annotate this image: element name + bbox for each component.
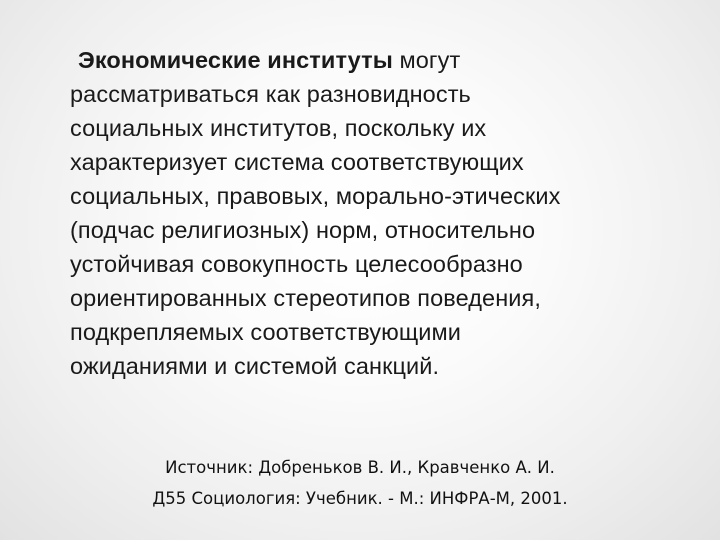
paragraph-line-9: подкрепляемых соответствующими (70, 319, 461, 345)
paragraph-line-2: рассматриваться как разновидность (70, 81, 471, 107)
source-line-1: Источник: Добреньков В. И., Кравченко А. И. (165, 458, 555, 477)
paragraph-line-6: (подчас религиозных) норм, относительно (70, 217, 536, 243)
paragraph-line-3: социальных институтов, поскольку их (70, 115, 487, 141)
paragraph-line-8: ориентированных стереотипов поведения, (70, 285, 541, 311)
paragraph-line-1-rest: могут (392, 47, 461, 73)
paragraph-line-1 (70, 43, 690, 77)
source-citation (0, 452, 720, 514)
paragraph-line-7: устойчивая совокупность целесообразно (70, 251, 523, 277)
source-line-2: Д55 Социология: Учебник. - М.: ИНФРА-М, 2001. (152, 489, 568, 508)
paragraph-term: Экономические институты (78, 47, 393, 73)
main-paragraph (70, 43, 690, 383)
paragraph-line-10: ожиданиями и системой санкций. (70, 353, 440, 379)
paragraph-line-4: характеризует система соответствующих (70, 149, 524, 175)
paragraph-line-5: социальных, правовых, морально-этических (70, 183, 561, 209)
